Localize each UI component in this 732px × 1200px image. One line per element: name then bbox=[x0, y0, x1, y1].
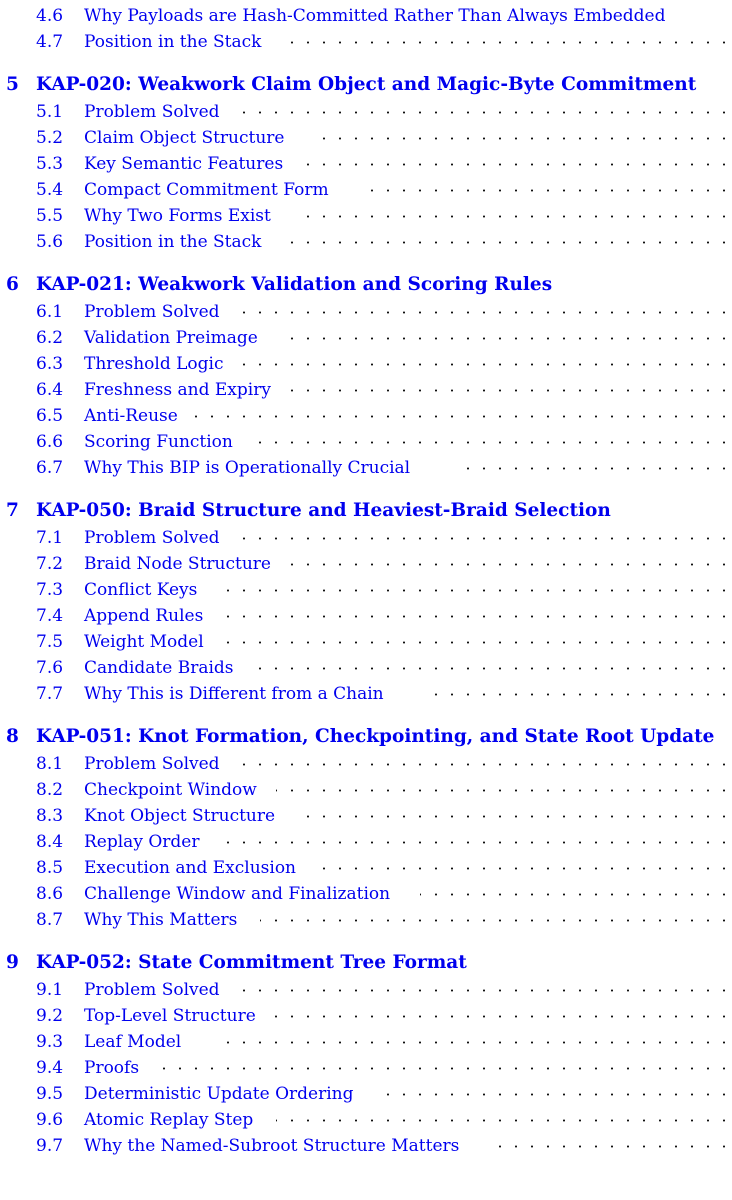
toc-title-link[interactable]: Compact Commitment Form bbox=[84, 180, 329, 200]
toc-title-link[interactable]: Why the Named-Subroot Structure Matters bbox=[84, 1136, 460, 1156]
toc-subsection[interactable] bbox=[0, 232, 732, 256]
toc-number: 4.7 bbox=[36, 32, 64, 52]
toc-number: 8 bbox=[6, 726, 19, 747]
toc-title-link[interactable]: Atomic Replay Step bbox=[84, 1110, 254, 1130]
toc-dot-leader bbox=[250, 667, 732, 670]
toc-section[interactable] bbox=[0, 274, 732, 298]
toc-dot-leader bbox=[276, 789, 732, 792]
toc-dot-leader bbox=[216, 615, 732, 618]
toc-dot-leader bbox=[300, 163, 732, 166]
toc-title-link[interactable]: KAP-020: Weakwork Claim Object and Magic-Byte Commitment bbox=[36, 74, 697, 95]
toc-dot-leader bbox=[190, 415, 732, 418]
toc-number: 9.7 bbox=[36, 1136, 64, 1156]
toc-title-link[interactable]: KAP-021: Weakwork Validation and Scoring Rules bbox=[36, 274, 553, 295]
toc-number: 5.6 bbox=[36, 232, 64, 252]
toc-number: 7.2 bbox=[36, 554, 64, 574]
toc-subsection[interactable] bbox=[0, 528, 732, 552]
toc-subsection[interactable] bbox=[0, 380, 732, 404]
toc-section[interactable] bbox=[0, 726, 732, 750]
toc-dot-leader bbox=[152, 1067, 732, 1070]
toc-title-link[interactable]: Append Rules bbox=[84, 606, 204, 626]
toc-subsection[interactable] bbox=[0, 154, 732, 178]
toc-number: 5.1 bbox=[36, 102, 64, 122]
toc-subsection[interactable] bbox=[0, 1032, 732, 1056]
toc-dot-leader bbox=[222, 1041, 732, 1044]
toc-title-link[interactable]: Scoring Function bbox=[84, 432, 233, 452]
toc-dot-leader bbox=[232, 537, 732, 540]
toc-dot-leader bbox=[494, 1145, 732, 1148]
toc-number: 7.4 bbox=[36, 606, 64, 626]
toc-title-link[interactable]: Problem Solved bbox=[84, 528, 220, 548]
toc-subsection[interactable] bbox=[0, 754, 732, 778]
toc-number: 9.3 bbox=[36, 1032, 64, 1052]
toc-title-link[interactable]: Freshness and Expiry bbox=[84, 380, 271, 400]
toc-dot-leader bbox=[318, 867, 732, 870]
toc-subsection[interactable] bbox=[0, 832, 732, 856]
toc-subsection[interactable] bbox=[0, 354, 732, 378]
toc-number: 7.3 bbox=[36, 580, 64, 600]
toc-number: 8.5 bbox=[36, 858, 64, 878]
toc-subsection[interactable] bbox=[0, 1110, 732, 1134]
toc-title-link[interactable]: Knot Object Structure bbox=[84, 806, 276, 826]
toc-subsection[interactable] bbox=[0, 6, 732, 30]
toc-number: 7.6 bbox=[36, 658, 64, 678]
toc-subsection[interactable] bbox=[0, 580, 732, 604]
toc-title-link[interactable]: Problem Solved bbox=[84, 302, 220, 322]
toc-subsection[interactable] bbox=[0, 884, 732, 908]
toc-number: 8.4 bbox=[36, 832, 64, 852]
toc-dot-leader bbox=[288, 41, 732, 44]
toc-subsection[interactable] bbox=[0, 102, 732, 126]
toc-subsection[interactable] bbox=[0, 458, 732, 482]
toc-number: 7 bbox=[6, 500, 19, 521]
toc-number: 9 bbox=[6, 952, 19, 973]
toc-dot-leader bbox=[218, 589, 732, 592]
toc-subsection[interactable] bbox=[0, 606, 732, 630]
toc-dot-leader bbox=[274, 1015, 732, 1018]
toc-number: 7.1 bbox=[36, 528, 64, 548]
toc-title-link[interactable]: Problem Solved bbox=[84, 980, 220, 1000]
toc-subsection[interactable] bbox=[0, 554, 732, 578]
toc-subsection[interactable] bbox=[0, 328, 732, 352]
toc-dot-leader bbox=[260, 919, 732, 922]
toc-number: 8.1 bbox=[36, 754, 64, 774]
toc-title-link[interactable]: Proofs bbox=[84, 1058, 140, 1078]
toc-dot-leader bbox=[312, 137, 732, 140]
toc-number: 9.6 bbox=[36, 1110, 64, 1130]
toc-title-link[interactable]: Why Two Forms Exist bbox=[84, 206, 271, 226]
toc-dot-leader bbox=[454, 467, 732, 470]
toc-subsection[interactable] bbox=[0, 1006, 732, 1030]
toc-subsection[interactable] bbox=[0, 658, 732, 682]
toc-number: 6.2 bbox=[36, 328, 64, 348]
toc-title-link[interactable]: Braid Node Structure bbox=[84, 554, 271, 574]
toc-title-link[interactable]: Position in the Stack bbox=[84, 32, 262, 52]
toc-dot-leader bbox=[248, 441, 732, 444]
toc-number: 8.6 bbox=[36, 884, 64, 904]
toc-dot-leader bbox=[232, 311, 732, 314]
toc-number: 6.4 bbox=[36, 380, 64, 400]
toc-number: 6 bbox=[6, 274, 19, 295]
toc-dot-leader bbox=[288, 241, 732, 244]
toc-subsection[interactable] bbox=[0, 1084, 732, 1108]
toc-number: 5.3 bbox=[36, 154, 64, 174]
toc-subsection[interactable] bbox=[0, 302, 732, 326]
toc-title-link[interactable]: Threshold Logic bbox=[84, 354, 224, 374]
toc-title-link[interactable]: Problem Solved bbox=[84, 754, 220, 774]
toc-title-link[interactable]: Checkpoint Window bbox=[84, 780, 257, 800]
toc-dot-leader bbox=[276, 1119, 732, 1122]
toc-title-link[interactable]: Why Payloads are Hash-Committed Rather Than Always Embedded bbox=[84, 6, 666, 26]
toc-subsection[interactable] bbox=[0, 32, 732, 56]
toc-number: 6.3 bbox=[36, 354, 64, 374]
toc-dot-leader bbox=[420, 893, 732, 896]
toc-subsection[interactable] bbox=[0, 406, 732, 430]
toc-dot-leader bbox=[376, 1093, 732, 1096]
toc-dot-leader bbox=[232, 111, 732, 114]
toc-title-link[interactable]: Challenge Window and Finalization bbox=[84, 884, 391, 904]
toc-number: 6.7 bbox=[36, 458, 64, 478]
toc-number: 6.6 bbox=[36, 432, 64, 452]
toc-number: 5 bbox=[6, 74, 19, 95]
toc-title-link[interactable]: Candidate Braids bbox=[84, 658, 234, 678]
toc-dot-leader bbox=[232, 989, 732, 992]
toc-title-link[interactable]: Top-Level Structure bbox=[84, 1006, 256, 1026]
toc-title-link[interactable]: Why This Matters bbox=[84, 910, 238, 930]
toc-dot-leader bbox=[298, 215, 732, 218]
toc-number: 8.3 bbox=[36, 806, 64, 826]
toc-dot-leader bbox=[236, 363, 732, 366]
toc-subsection[interactable] bbox=[0, 1136, 732, 1160]
toc-dot-leader bbox=[360, 189, 732, 192]
toc-section[interactable] bbox=[0, 952, 732, 976]
toc-number: 6.5 bbox=[36, 406, 64, 426]
toc-number: 9.4 bbox=[36, 1058, 64, 1078]
toc-number: 9.5 bbox=[36, 1084, 64, 1104]
toc-dot-leader bbox=[284, 389, 732, 392]
toc-number: 7.5 bbox=[36, 632, 64, 652]
toc-number: 5.2 bbox=[36, 128, 64, 148]
toc-subsection[interactable] bbox=[0, 858, 732, 882]
toc-number: 8.7 bbox=[36, 910, 64, 930]
toc-dot-leader bbox=[214, 841, 732, 844]
toc-title-link[interactable]: Replay Order bbox=[84, 832, 200, 852]
toc-title-link[interactable]: Leaf Model bbox=[84, 1032, 182, 1052]
toc-number: 5.5 bbox=[36, 206, 64, 226]
toc-number: 7.7 bbox=[36, 684, 64, 704]
toc-title-link[interactable]: Key Semantic Features bbox=[84, 154, 284, 174]
toc-title-link[interactable]: Anti-Reuse bbox=[84, 406, 178, 426]
toc-title-link[interactable]: Why This is Different from a Chain bbox=[84, 684, 384, 704]
toc-subsection[interactable] bbox=[0, 206, 732, 230]
toc-title-link[interactable]: Validation Preimage bbox=[84, 328, 258, 348]
toc-number: 9.2 bbox=[36, 1006, 64, 1026]
toc-dot-leader bbox=[280, 337, 732, 340]
toc-title-link[interactable]: Deterministic Update Ordering bbox=[84, 1084, 354, 1104]
toc-dot-leader bbox=[290, 563, 732, 566]
toc-subsection[interactable] bbox=[0, 1058, 732, 1082]
toc-dot-leader bbox=[424, 693, 732, 696]
toc-dot-leader bbox=[298, 815, 732, 818]
toc-dot-leader bbox=[232, 763, 732, 766]
toc-subsection[interactable] bbox=[0, 980, 732, 1004]
toc-subsection[interactable] bbox=[0, 806, 732, 830]
toc-title-link[interactable]: Why This BIP is Operationally Crucial bbox=[84, 458, 411, 478]
toc-dot-leader bbox=[218, 641, 732, 644]
toc-subsection[interactable] bbox=[0, 780, 732, 804]
toc-number: 4.6 bbox=[36, 6, 64, 26]
toc-number: 9.1 bbox=[36, 980, 64, 1000]
toc-title-link[interactable]: Claim Object Structure bbox=[84, 128, 285, 148]
toc-title-link[interactable]: Weight Model bbox=[84, 632, 204, 652]
toc-title-link[interactable]: Conflict Keys bbox=[84, 580, 198, 600]
toc-subsection[interactable] bbox=[0, 128, 732, 152]
toc-section[interactable] bbox=[0, 74, 732, 98]
toc-number: 5.4 bbox=[36, 180, 64, 200]
toc-title-link[interactable]: KAP-051: Knot Formation, Checkpointing, and State Root Update bbox=[36, 726, 715, 747]
toc-subsection[interactable] bbox=[0, 684, 732, 708]
toc-subsection[interactable] bbox=[0, 632, 732, 656]
toc-subsection[interactable] bbox=[0, 432, 732, 456]
toc-number: 6.1 bbox=[36, 302, 64, 322]
toc-subsection[interactable] bbox=[0, 910, 732, 934]
toc-section[interactable] bbox=[0, 500, 732, 524]
toc-subsection[interactable] bbox=[0, 180, 732, 204]
toc-title-link[interactable]: Position in the Stack bbox=[84, 232, 262, 252]
toc-title-link[interactable]: Problem Solved bbox=[84, 102, 220, 122]
toc-title-link[interactable]: KAP-052: State Commitment Tree Format bbox=[36, 952, 467, 973]
toc-title-link[interactable]: Execution and Exclusion bbox=[84, 858, 297, 878]
toc-number: 8.2 bbox=[36, 780, 64, 800]
toc-title-link[interactable]: KAP-050: Braid Structure and Heaviest-Braid Selection bbox=[36, 500, 611, 521]
